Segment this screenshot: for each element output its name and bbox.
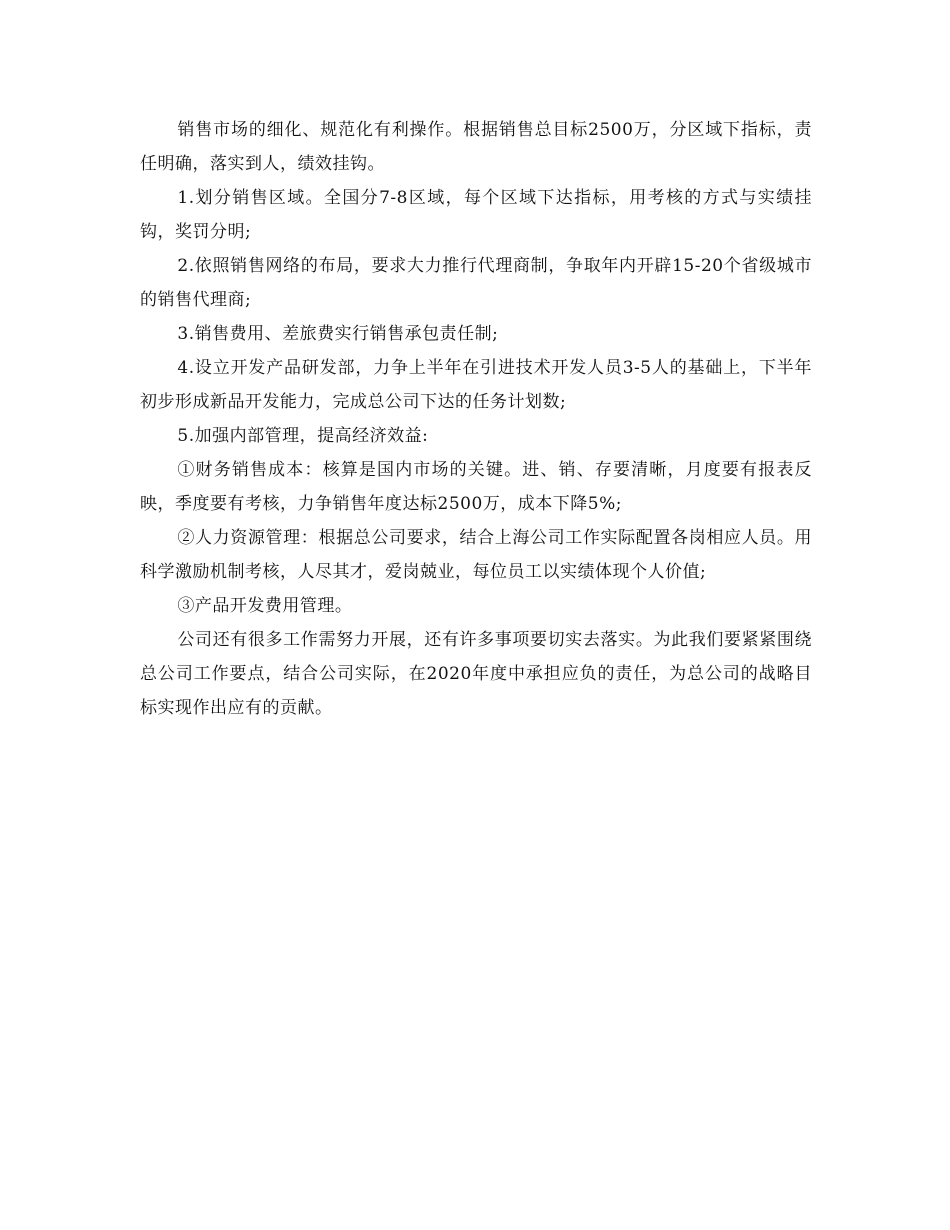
paragraph-subitem-3: ③产品开发费用管理。 [177, 596, 353, 616]
paragraph-subitem-1: ①财务销售成本：核算是国内市场的关键。进、销、存要清晰，月度要有报表反映，季度要有考核，力争销售年度达标2500万，成本下降5%; [140, 460, 812, 514]
document-body [140, 113, 812, 725]
paragraph-item-4: 4.设立开发产品研发部，力争上半年在引进技术开发人员3-5人的基础上，下半年初步形成新品开发能力，完成总公司下达的任务计划数; [140, 358, 812, 412]
paragraph-item-1: 1.划分销售区域。全国分7-8区域，每个区域下达指标，用考核的方式与实绩挂钩，奖罚分明; [140, 188, 812, 242]
paragraph-subitem-2: ②人力资源管理：根据总公司要求，结合上海公司工作实际配置各岗相应人员。用科学激励机制考核，人尽其才，爱岗兢业，每位员工以实绩体现个人价值; [140, 528, 812, 582]
paragraph-item-3: 3.销售费用、差旅费实行销售承包责任制; [177, 324, 499, 344]
paragraph-item-2: 2.依照销售网络的布局，要求大力推行代理商制，争取年内开辟15-20个省级城市的销售代理商; [140, 256, 812, 310]
paragraph-intro: 销售市场的细化、规范化有利操作。根据销售总目标2500万，分区域下指标，责任明确，落实到人，绩效挂钩。 [140, 120, 812, 174]
paragraph-conclusion: 公司还有很多工作需努力开展，还有许多事项要切实去落实。为此我们要紧紧围绕总公司工作要点，结合公司实际，在2020年度中承担应负的责任，为总公司的战略目标实现作出应有的贡献。 [140, 630, 812, 718]
paragraph-item-5: 5.加强内部管理，提高经济效益: [177, 426, 429, 446]
